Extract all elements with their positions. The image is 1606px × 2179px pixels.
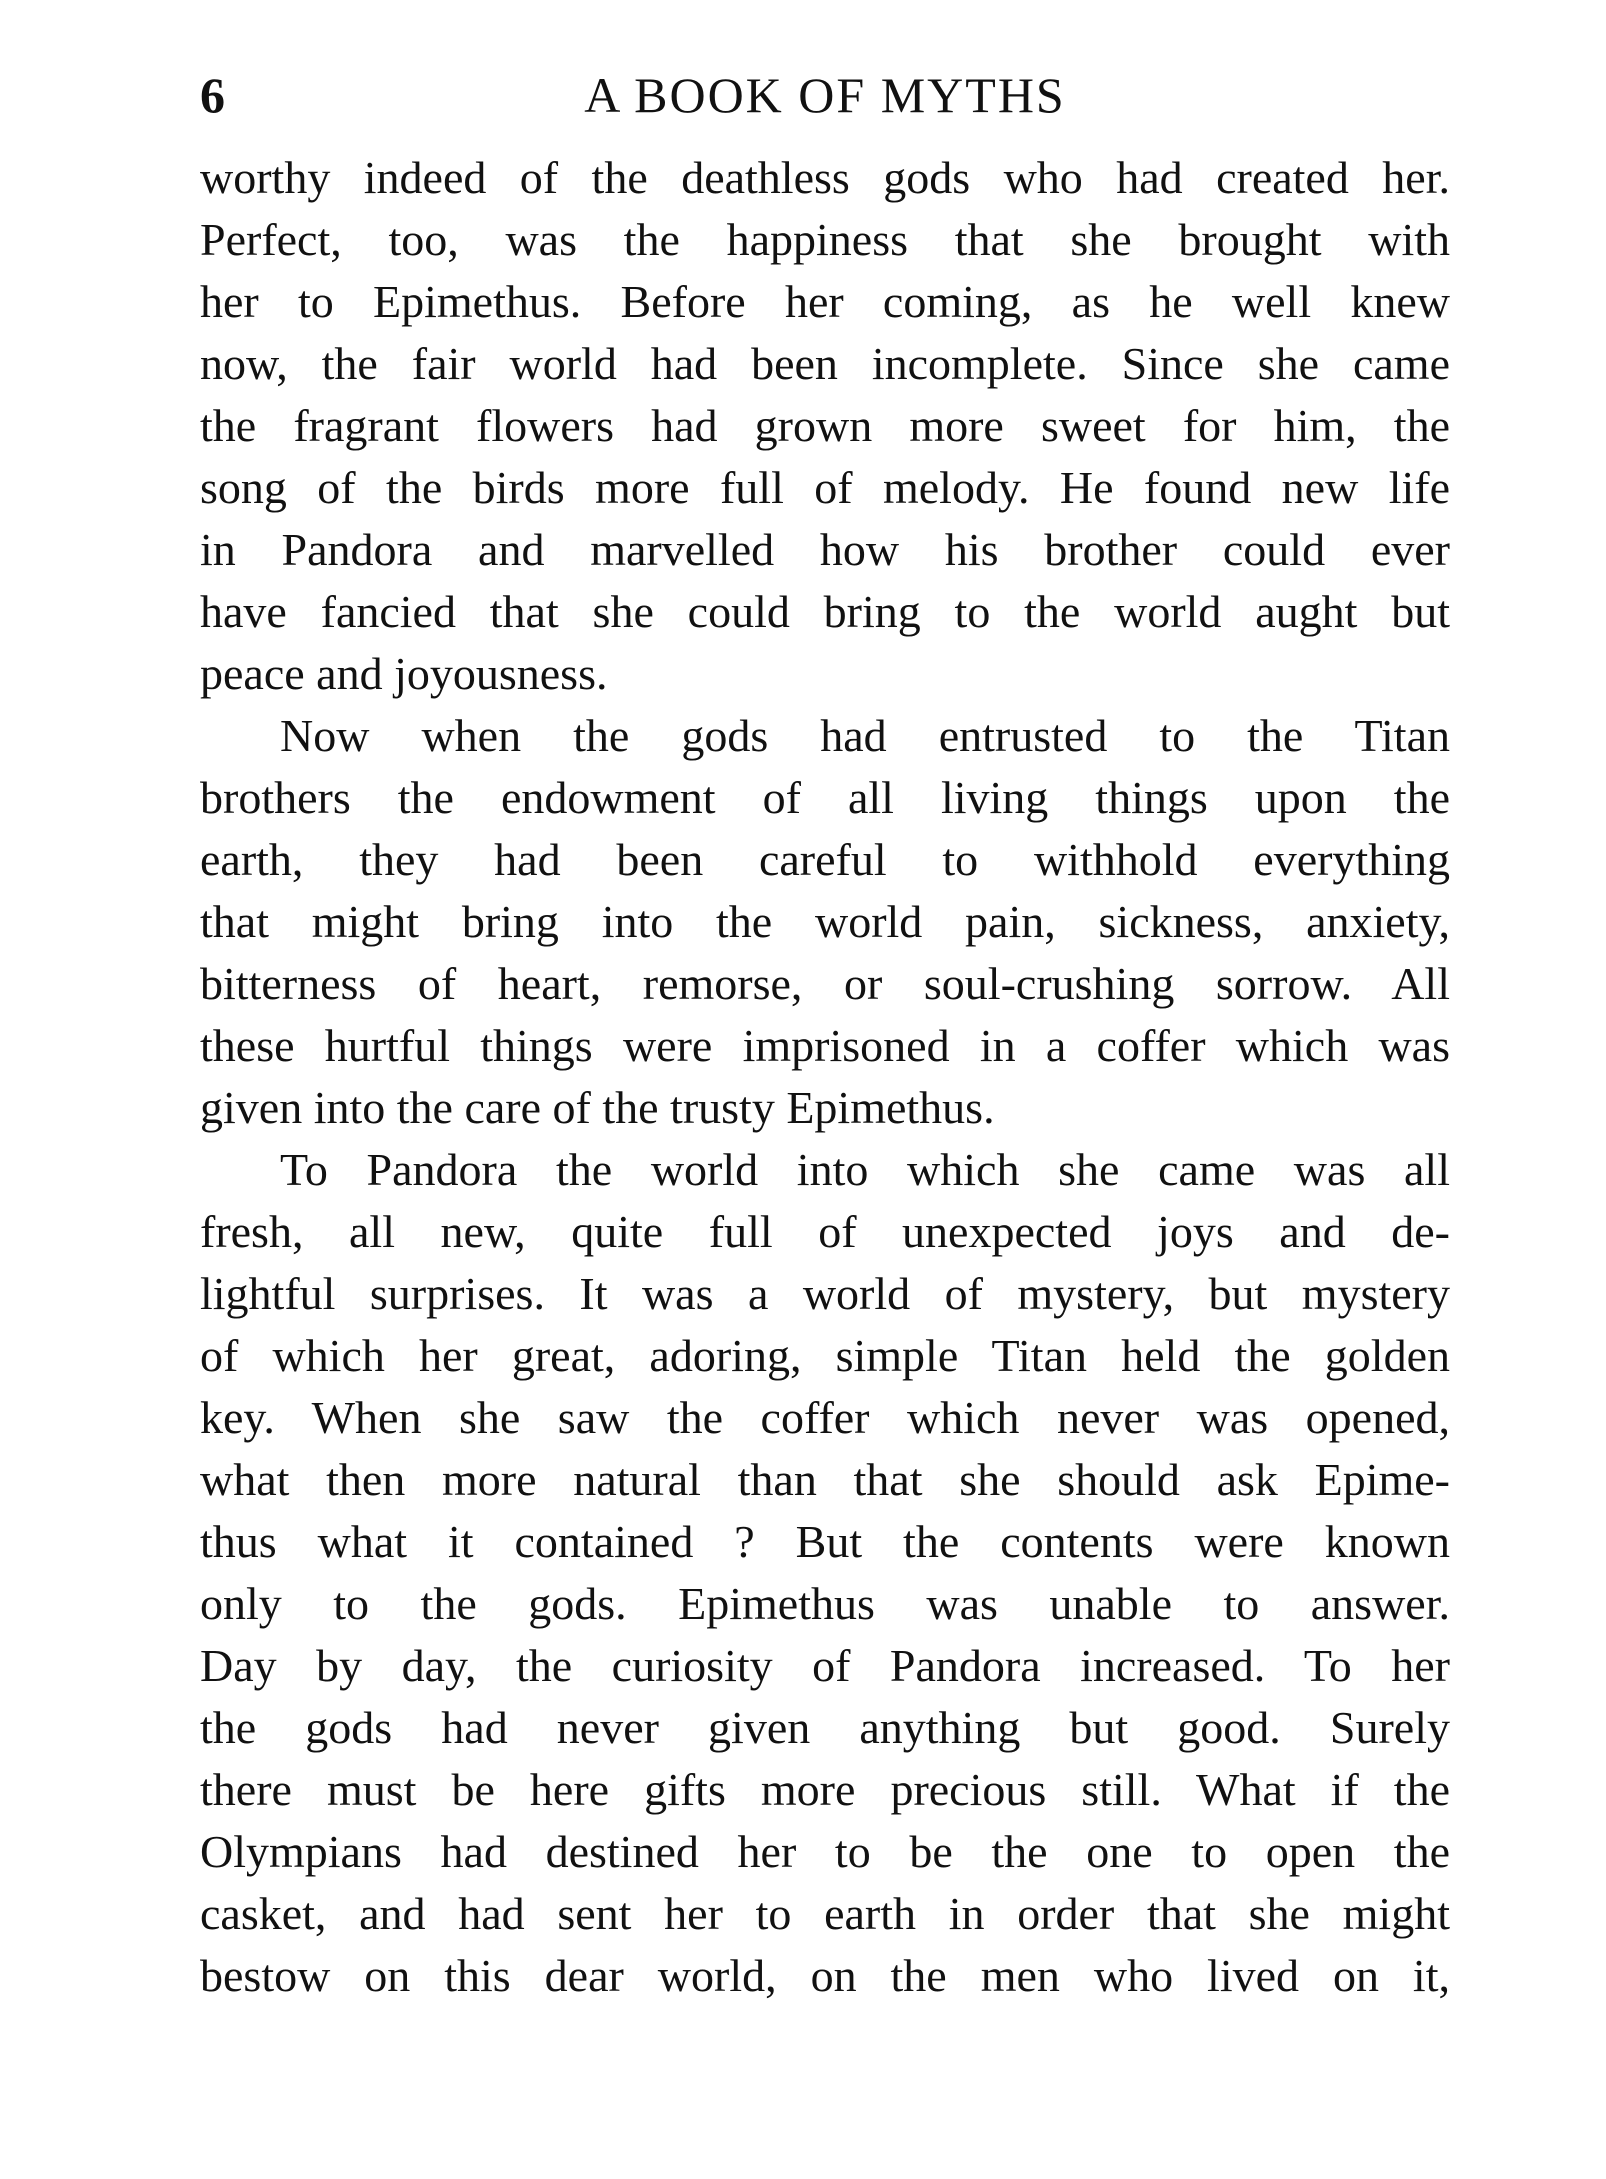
text-line: key. When she saw the coffer which never was opened, xyxy=(200,1392,1450,1443)
text-line: Perfect, too, was the happiness that she brought with xyxy=(200,214,1450,265)
text-line: the fragrant flowers had grown more sweet for him, the xyxy=(200,400,1450,451)
text-line: of which her great, adoring, simple Titan held the golden xyxy=(200,1330,1450,1381)
text-line: have fancied that she could bring to the world aught but xyxy=(200,586,1450,637)
text-line: what then more natural than that she should ask Epime- xyxy=(200,1454,1450,1505)
text-line: given into the care of the trusty Epimethus. xyxy=(200,1082,995,1133)
text-line: now, the fair world had been incomplete. Since she came xyxy=(200,338,1450,389)
body-text xyxy=(200,147,1450,2007)
text-line: song of the birds more full of melody. He found new life xyxy=(200,462,1450,513)
text-line: bitterness of heart, remorse, or soul-crushing sorrow. All xyxy=(200,958,1450,1009)
text-line: the gods had never given anything but good. Surely xyxy=(200,1702,1450,1753)
text-line: that might bring into the world pain, sickness, anxiety, xyxy=(200,896,1450,947)
text-line: To Pandora the world into which she came was all xyxy=(280,1144,1450,1195)
paragraph-1 xyxy=(200,147,1450,705)
text-line: earth, they had been careful to withhold everything xyxy=(200,834,1450,885)
text-line: these hurtful things were imprisoned in a coffer which was xyxy=(200,1020,1450,1071)
text-line: Olympians had destined her to be the one to open the xyxy=(200,1826,1450,1877)
running-head: A BOOK OF MYTHS xyxy=(584,67,1066,123)
text-line: only to the gods. Epimethus was unable to answer. xyxy=(200,1578,1450,1629)
page-number: 6 xyxy=(200,67,225,123)
text-line: her to Epimethus. Before her coming, as he well knew xyxy=(200,276,1450,327)
text-line: lightful surprises. It was a world of mystery, but mystery xyxy=(200,1268,1450,1319)
text-line: bestow on this dear world, on the men who lived on it, xyxy=(200,1950,1450,2001)
text-line: casket, and had sent her to earth in order that she might xyxy=(200,1888,1450,1939)
text-line: there must be here gifts more precious still. What if the xyxy=(200,1764,1450,1815)
text-line: Now when the gods had entrusted to the Titan xyxy=(280,710,1450,761)
text-line: brothers the endowment of all living things upon the xyxy=(200,772,1450,823)
page-header xyxy=(200,55,1450,135)
text-line: fresh, all new, quite full of unexpected joys and de- xyxy=(200,1206,1450,1257)
text-line: in Pandora and marvelled how his brother could ever xyxy=(200,524,1450,575)
text-line: thus what it contained ? But the contents were known xyxy=(200,1516,1450,1567)
text-line: peace and joyousness. xyxy=(200,648,608,699)
paragraph-2 xyxy=(200,705,1450,1139)
text-line: Day by day, the curiosity of Pandora increased. To her xyxy=(200,1640,1450,1691)
text-line: worthy indeed of the deathless gods who had created her. xyxy=(200,152,1450,203)
paragraph-3 xyxy=(200,1139,1450,2007)
